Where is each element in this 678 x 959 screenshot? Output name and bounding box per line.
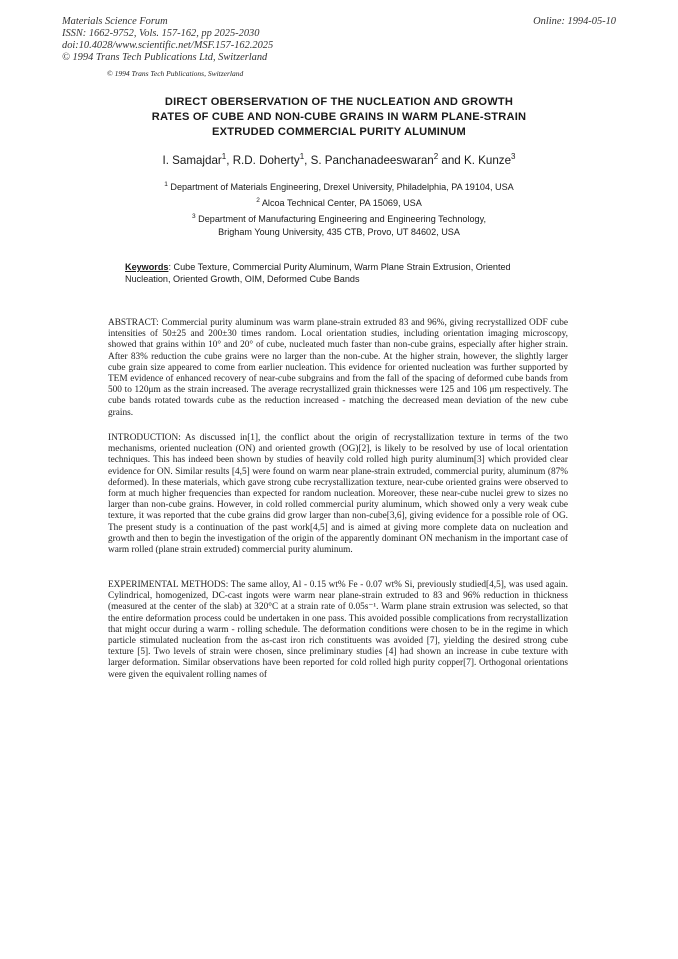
affiliation-3 (60, 210, 618, 239)
keywords-text: : Cube Texture, Commercial Purity Aluminum, Warm Plane Strain Extrusion, Oriented Nucleation, Oriented Growth, OIM, Deformed Cube Bands (125, 262, 511, 284)
affiliation-2 (60, 194, 618, 210)
introduction-section (108, 433, 568, 556)
author-list (60, 152, 618, 167)
affiliation-mark: 2 (256, 197, 260, 204)
affiliation-text: Alcoa Technical Center, PA 15069, USA (261, 198, 422, 209)
author-separator: , (226, 153, 233, 167)
author-name: R.D. Doherty (232, 153, 300, 167)
affiliation-text: Department of Materials Engineering, Drexel University, Philadelphia, PA 19104, USA (170, 182, 514, 193)
title-line: EXTRUDED COMMERCIAL PURITY ALUMINUM (212, 126, 466, 138)
title-line: RATES OF CUBE AND NON-CUBE GRAINS IN WARM PLANE-STRAIN (151, 111, 527, 123)
keywords-label: Keywords (125, 262, 169, 272)
affiliation-text: Department of Manufacturing Engineering and Engineering Technology, (198, 214, 486, 225)
copyright-line: © 1994 Trans Tech Publications Ltd, Switzerland (62, 52, 268, 63)
author-separator: , (304, 153, 311, 167)
issn-line: ISSN: 1662-9752, Vols. 157-162, pp 2025-2030 (62, 28, 260, 39)
online-date: Online: 1994-05-10 (533, 16, 616, 27)
author-affiliation-mark: 3 (511, 152, 516, 161)
journal-header (62, 16, 273, 64)
abstract-text: ABSTRACT: Commercial purity aluminum was warm plane-strain extruded 83 and 96%, giving recrystallized ODF cube intensities of 50±25 and 200±30 times random. Local orientation studies, including orientation imaging microscopy, showed that grains within 10° and 20° of cube, nucleated much faster than non-cube grains, especially after higher strain. After 83% reduction the cube grains were no larger than the non-cube. At the higher strain, however, the slightly larger cube grain size appeared to come from earlier nucleation. This evidence for oriented nucleation was further supported by TEM evidence of enhanced recovery of near-cube subgrains and from the fall of the spacing of deformed cube bands from 500 to 120μm as the strain increased. The average recrystallized grain thicknesses were 125 and 106 μm respectively. The cube bands rotated towards cube as the reduction increased - matching the decreased mean deviation of the new cube grains. (108, 318, 568, 418)
doi-line: doi:10.4028/www.scientific.net/MSF.157-162.2025 (62, 40, 274, 51)
author-separator: and (438, 153, 464, 167)
affiliation-mark: 1 (164, 181, 168, 188)
experimental-text: EXPERIMENTAL METHODS: The same alloy, Al - 0.15 wt% Fe - 0.07 wt% Si, previously studied[4,5], was used again. Cylindrical, homogenized, DC-cast ingots were warm near plane-strain extruded to 83 and 96% reduction in thickness (measured at the center of the slab) at 320°C at a strain rate of 0.05s⁻¹. Warm plane strain extrusion was selected, so that the entire deformation process could be undertaken in one pass. This avoided possible complications from recrystallization that might occur during a warm - rolling schedule. The deformation conditions were chosen to be in the regime in which particle stimulated nucleation from the as-cast iron rich constituents was avoided [7], yielding the desired strong cube texture [5]. Two levels of strain were chosen, since preliminary studies [4] had shown an increase in cube texture with larger deformation. Similar observations have been reported for cold rolled high purity copper[7]. Orthogonal orientations were given the equivalent rolling names of (108, 580, 568, 680)
keywords (125, 261, 540, 285)
affiliation-mark: 3 (192, 213, 196, 220)
title-line: DIRECT OBERSERVATION OF THE NUCLEATION AND GROWTH (164, 96, 514, 108)
author-name: S. Panchanadeeswaran (310, 153, 434, 167)
affiliation-1 (60, 178, 618, 194)
author-affiliation-mark: 2 (433, 152, 439, 161)
author-name: K. Kunze (463, 153, 512, 167)
introduction-text: INTRODUCTION: As discussed in[1], the conflict about the origin of recrystallization texture in terms of the two mechanisms, oriented nucleation (ON) and oriented growth (OG)[2], is likely to be resolved by use of local orientation techniques. This has indeed been shown by studies of heavily cold rolled high purity aluminum[3] which provided clear evidence for ON. Similar results [4,5] were found on warm near plane-strain extruded, commercial purity, aluminum (87% deformed). In these materials, which gave strong cube recrystallization texture, near-cube oriented grains were observed to form at much higher frequencies than expected for random nucleation. Moreover, these near-cube nuclei grew to sizes no larger than non-cube grains. However, in cold rolled commercial purity aluminum, which showed only a very weak cube texture, it was reported that the cube grains did grow larger than non-cube[3,6], giving evidence for a possible role of OG. The present study is a continuation of the past work[4,5] and is aimed at giving more complete data on nucleation and growth and then to begin the investigation of the origin of the apparently dominant ON mechanism in the important case of warm rolled (plane strain extruded) commercial purity aluminum. (108, 433, 568, 556)
author-name: I. Samajdar (162, 153, 222, 167)
abstract-section (108, 318, 568, 419)
publisher-note: © 1994 Trans Tech Publications, Switzerland (107, 69, 244, 78)
paper-title (60, 95, 618, 140)
author-affiliation-mark: 1 (221, 152, 227, 161)
journal-name: Materials Science Forum (62, 16, 168, 27)
affiliation-text: Brigham Young University, 435 CTB, Provo, UT 84602, USA (218, 227, 460, 238)
author-affiliation-mark: 1 (299, 152, 305, 161)
experimental-section (108, 580, 568, 681)
